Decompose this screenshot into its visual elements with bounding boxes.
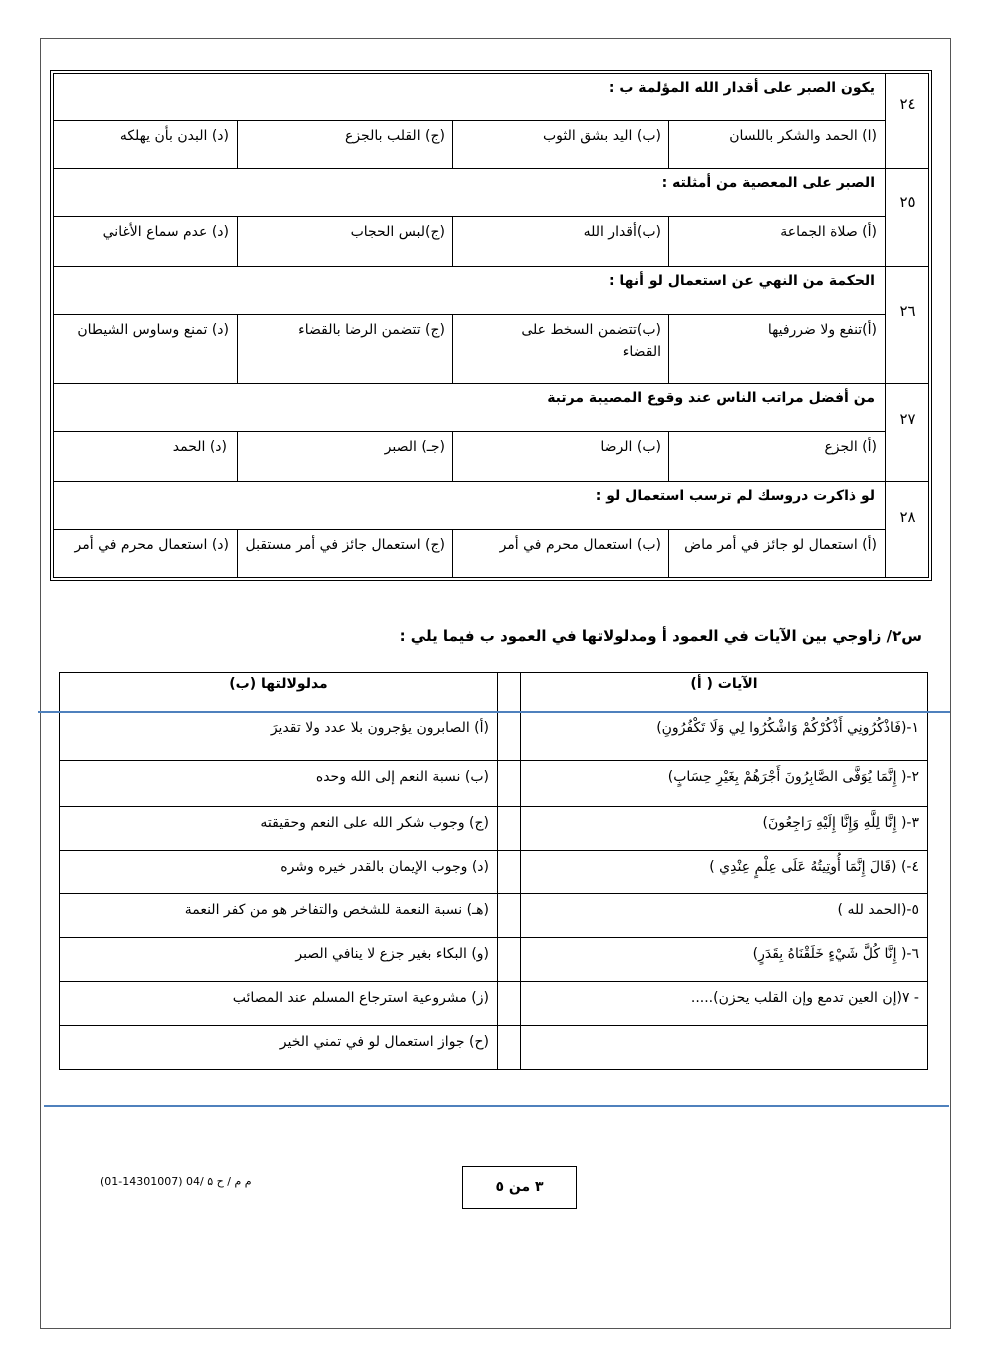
option-b[interactable]: (ب)أقدار الله	[583, 224, 661, 240]
question-text: الصبر على المعصية من أمثلته :	[661, 175, 875, 191]
verse-item: ٢-( إِنَّمَا يُوَفَّى الصَّابِرُونَ أَجْرَهُمْ بِغَيْرِ حِسَابٍ)	[667, 769, 919, 785]
column-a-header: الآيات ( أ)	[690, 676, 758, 692]
meaning-item: (ح) جواز استعمال لو في تمني الخير	[279, 1034, 489, 1050]
question-number: ٢٨	[899, 508, 916, 526]
meaning-item: (هـ) نسبة النعمة للشخص والتفاخر هو من كفر النعمة	[184, 902, 489, 918]
option-a[interactable]: (أ) استعمال لو جائز في أمر ماض	[684, 537, 877, 553]
page-number: ٣ من ٥	[462, 1166, 577, 1209]
option-c[interactable]: (ج)لبس الحجاب	[350, 224, 445, 240]
meaning-item: (ج) وجوب شكر الله على النعم وحقيقته	[260, 815, 489, 831]
option-a[interactable]: (أ) الجزع	[824, 439, 877, 455]
option-b[interactable]: (ب) استعمال محرم في أمر	[499, 537, 661, 553]
question-number: ٢٥	[899, 193, 916, 211]
option-a[interactable]: (أ) صلاة الجماعة	[780, 224, 877, 240]
meaning-item: (د) وجوب الإيمان بالقدر خيره وشره	[280, 859, 489, 875]
verse-item: - ٧(إن العين تدمع وإن القلب يحزن).....	[690, 990, 919, 1006]
option-c[interactable]: (ج) تتضمن الرضا بالقضاء	[298, 322, 445, 338]
option-d[interactable]: (د) البدن بأن يهلكه	[119, 128, 229, 144]
verse-item: ٦-( إِنَّا كُلَّ شَيْءٍ خَلَقْنَاهُ بِقَدَرٍ)	[752, 946, 919, 962]
question-number: ٢٦	[899, 302, 916, 320]
option-b[interactable]: (ب) الرضا	[600, 439, 661, 455]
option-a[interactable]: (أ)تنفع ولا ضررفيها	[767, 322, 877, 338]
blue-rule-bottom	[44, 1105, 949, 1107]
option-d[interactable]: (د) تمنع وساوس الشيطان	[77, 322, 229, 338]
option-d[interactable]: (د) عدم سماع الأغاني	[102, 224, 229, 240]
meaning-item: (و) البكاء بغير جزع لا ينافي الصبر	[295, 946, 489, 962]
meaning-item: (ب) نسبة النعم إلى الله وحده	[315, 769, 489, 785]
question-number: ٢٤	[899, 95, 916, 113]
question-text: من أفضل مراتب الناس عند وقوع المصيبة مرتبة	[547, 390, 875, 406]
question-text: لو ذاكرت دروسك لم ترسب استعمال لو :	[595, 488, 875, 504]
option-d[interactable]: (د) استعمال محرم في أمر	[74, 537, 229, 553]
form-code: (01-14301007) 04/ م م / ح ۵	[100, 1175, 252, 1188]
question-text: يكون الصبر على أقدار الله المؤلمة ب :	[608, 80, 875, 96]
verse-item: ٥-(الحمد لله )	[837, 902, 919, 918]
meaning-item: (أ) الصابرون يؤجرون بلا عدد ولا تقديرَ	[270, 720, 489, 736]
meaning-item: (ز) مشروعية استرجاع المسلم عند المصائب	[232, 990, 489, 1006]
option-c[interactable]: (ج) استعمال جائز في أمر مستقبل	[245, 537, 445, 553]
verse-item: ٤-) (قَالَ إِنَّمَا أُوتِيتُهُ عَلَى عِلْمٍ عِنْدِي )	[709, 859, 919, 875]
verse-item	[521, 1026, 927, 1069]
option-b[interactable]: (ب) اليد بشق الثوب	[542, 128, 661, 144]
verse-item: ١-(فَاذْكُرُونِي أَذْكُرْكُمْ وَاشْكُرُوا لِي وَلَا تَكْفُرُونِ)	[656, 720, 919, 736]
option-b[interactable]: (ب)تتضمن السخط على القضاء	[521, 322, 661, 360]
verse-item: ٣-( إِنَّا لِلَّهِ وَإِنَّا إِلَيْهِ رَاجِعُونَ)	[762, 815, 919, 831]
blue-rule-top	[38, 711, 950, 713]
column-b-header: مدلولالتها (ب)	[229, 676, 328, 692]
option-c[interactable]: (جـ) الصبر	[384, 439, 445, 455]
option-a[interactable]: (ا) الحمد والشكر باللسان	[729, 128, 877, 144]
option-c[interactable]: (ج) القلب بالجزع	[344, 128, 445, 144]
section-2-title: س٢/ زاوجي بين الآيات في العمود أ ومدلولاتها في العمود ب فيما يلي :	[399, 627, 922, 645]
question-number: ٢٧	[899, 410, 916, 428]
option-d[interactable]: (د) الحمد	[172, 439, 227, 455]
question-text: الحكمة من النهي عن استعمال لو أنها :	[608, 273, 875, 289]
